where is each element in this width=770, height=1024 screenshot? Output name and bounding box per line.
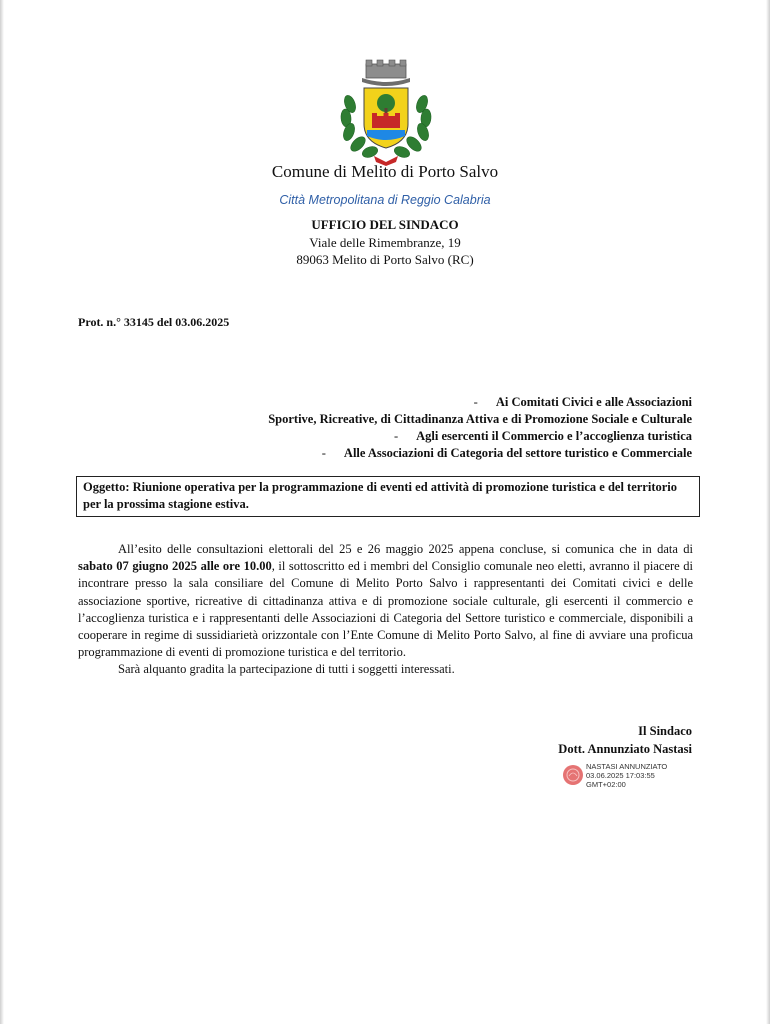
body-paragraph: Sarà alquanto gradita la partecipazione di tutti i soggetti interessati.: [118, 662, 455, 677]
digital-signature-text: NASTASI ANNUNZIATO 03.06.2025 17:03:55 GMT+02:00: [586, 762, 668, 789]
recipient-item: - Alle Associazioni di Categoria del settore turistico e Commerciale: [321, 446, 692, 460]
letter-body: [78, 541, 693, 679]
address-line-2: 89063 Melito di Porto Salvo (RC): [296, 252, 474, 267]
body-paragraph: All’esito delle consultazioni elettorali del 25 e 26 maggio 2025 appena concluse, si comunica che in data di sabato 07 giugno 2025 alle ore 10.00, il sottoscritto ed i membri del Consiglio comunale neo eletti, avranno il piacere di incontrare presso la sala consiliare del Comune di Melito Porto Salvo i rappresentanti dei Comitati civici e delle associazione sportive, ricreative di cittadinanza attiva e di promozione sociale culturale, gli esercenti il commercio e l’accoglienza turistica e i rappresentanti delle Associazioni di Categoria del Settore turistico e commerciale, disponibili a cooperare in regime di sussidiarietà orizzontale con l’Ente Comune di Melito Porto Salvo, al fine di avviare una proficua programmazione di eventi di promozione turistica e del territorio.: [78, 542, 693, 660]
page-edge-left: [0, 0, 4, 1024]
recipient-item: Sportive, Ricreative, di Cittadinanza Attiva e di Promozione Sociale e Culturale: [268, 412, 692, 426]
signature-name: Dott. Annunziato Nastasi: [558, 742, 692, 756]
recipient-item: - Agli esercenti il Commercio e l’accoglienza turistica: [393, 429, 692, 443]
page-edge-right: [766, 0, 770, 1024]
citta-metropolitana: Città Metropolitana di Reggio Calabria: [279, 193, 491, 207]
ufficio-del-sindaco: UFFICIO DEL SINDACO: [311, 217, 459, 232]
signature-title: Il Sindaco: [638, 724, 692, 738]
protocol-number: Prot. n.° 33145 del 03.06.2025: [78, 315, 230, 329]
recipients-list: [268, 394, 692, 462]
digital-signature: [562, 762, 692, 796]
recipient-item: - Ai Comitati Civici e alle Associazioni: [473, 395, 692, 409]
coat-of-arms-logo: [336, 58, 436, 166]
comune-name: Comune di Melito di Porto Salvo: [271, 162, 499, 181]
digital-seal-icon: [562, 764, 584, 786]
subject-box: Oggetto: Riunione operativa per la programmazione di eventi ed attività di promozione turistica e del territorio per la prossima stagione estiva.: [76, 476, 700, 517]
address-line-1: Viale delle Rimembranze, 19: [309, 235, 461, 250]
signature-block: [558, 722, 692, 758]
